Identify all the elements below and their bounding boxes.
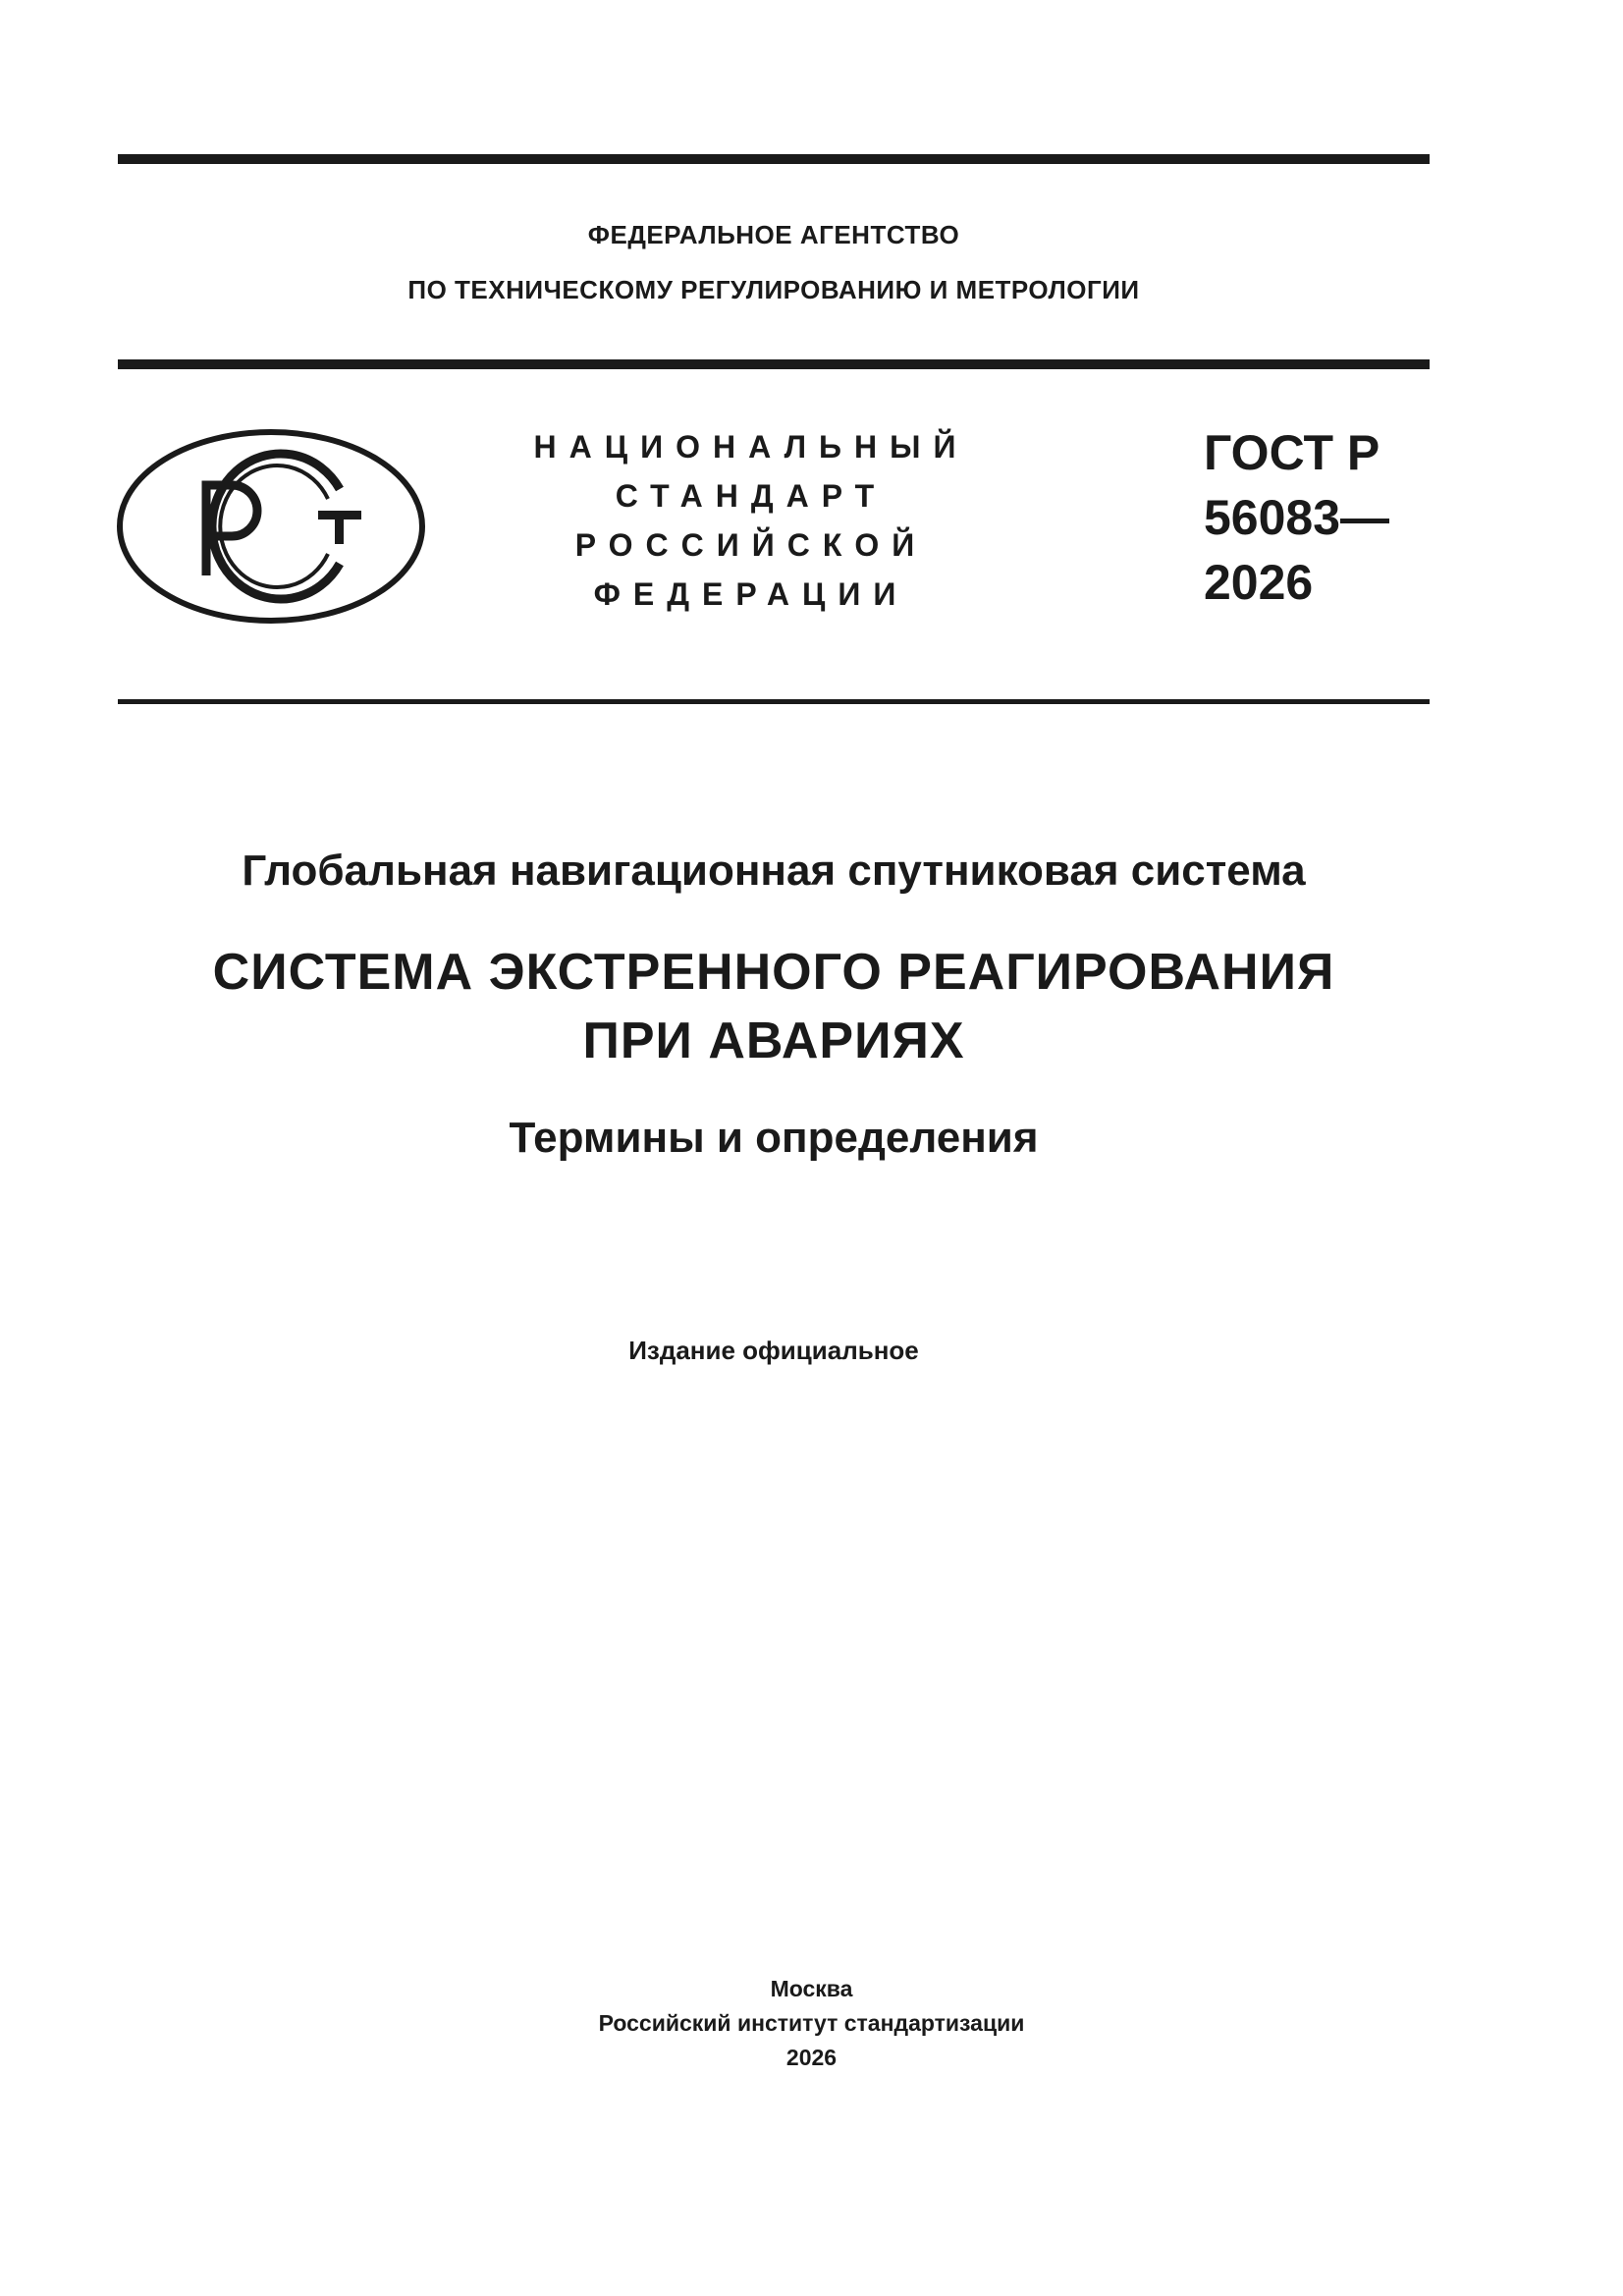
imprint-publisher: Российский институт стандартизации	[598, 2010, 1025, 2036]
standard-designation	[1204, 420, 1389, 615]
national-standard-line: СТАНДАРТ	[615, 478, 888, 514]
top-rule	[118, 154, 1430, 164]
imprint-city: Москва	[770, 1976, 853, 2001]
document-subtitle: Глобальная навигационная спутниковая система	[242, 847, 1306, 895]
rst-certification-mark-icon	[116, 428, 426, 625]
document-title-line-2: ПРИ АВАРИЯХ	[582, 1012, 965, 1069]
national-standard-line: НАЦИОНАЛЬНЫЙ	[533, 429, 969, 465]
designation-line: 2026	[1204, 555, 1314, 610]
header-bottom-rule	[118, 699, 1430, 704]
designation-line: 56083—	[1204, 490, 1390, 545]
agency-line-2: ПО ТЕХНИЧЕСКОМУ РЕГУЛИРОВАНИЮ И МЕТРОЛОГИИ	[407, 275, 1140, 304]
document-title-terms: Термины и определения	[509, 1114, 1039, 1162]
document-title-line-1: СИСТЕМА ЭКСТРЕННОГО РЕАГИРОВАНИЯ	[212, 944, 1335, 1001]
national-standard-line: РОССИЙСКОЙ	[574, 527, 928, 563]
designation-line: ГОСТ Р	[1204, 425, 1380, 480]
agency-line-1: ФЕДЕРАЛЬНОЕ АГЕНТСТВО	[587, 220, 960, 249]
national-standard-label	[520, 422, 982, 619]
imprint-year: 2026	[785, 2045, 838, 2070]
agency-bottom-rule	[118, 359, 1430, 369]
edition-label: Издание официальное	[628, 1336, 919, 1365]
national-standard-line: ФЕДЕРАЦИИ	[593, 576, 909, 612]
